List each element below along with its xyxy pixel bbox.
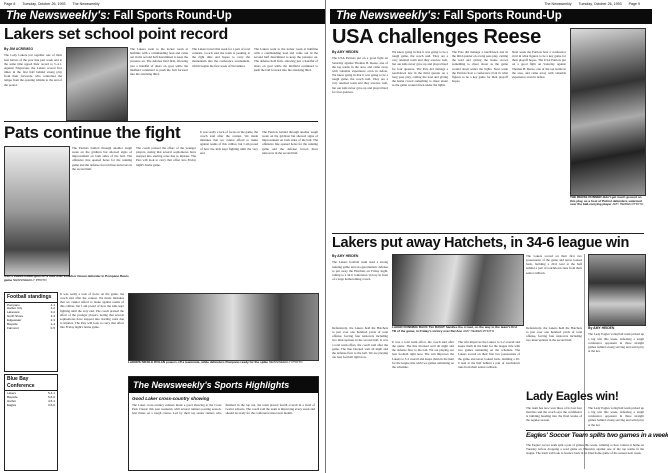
banner-prefix: The Newsweekly's: <box>6 10 111 22</box>
volleyball-photo <box>128 293 319 361</box>
lakers-col-3 <box>192 47 250 119</box>
story-text: We knew going in that it was going to be a tough game, the coach said. They are a very talented team and they execute well, but our kids never gave up and played hard for four quarters. <box>332 73 388 94</box>
standings-table <box>5 391 57 409</box>
story-text: It was really a lack of focus on the game, the coach said after the contest. We made mistakes that we cannot afford to make against teams of this caliber, but I am proud of how the kids kept fighting until the very end. <box>60 292 124 313</box>
page-number: Page 8 <box>4 2 16 6</box>
team-name: Lakeview <box>7 310 20 315</box>
story-text: The Patriots battled through another tough week on the gridiron but showed signs of improvement on both sides of the ball. The offensive line opened holes for the running game and the defense forced three turnovers in the second half. <box>262 130 318 155</box>
team-record: 4-5-1 <box>47 398 55 403</box>
usa-col-4 <box>512 50 566 230</box>
lakers-photo <box>66 47 128 121</box>
team-name: Bayside <box>7 394 18 399</box>
team-record: 4-2 <box>50 306 55 311</box>
story-text: The USA Patriots put on a good fight on Saturday against Thomas B. Reese, one of the top teams in the area, and came away with valuable experience even in defeat. <box>512 58 566 79</box>
usa-col-2 <box>392 50 448 230</box>
box-title: Blue Bay Conference <box>5 375 57 391</box>
banner-title: Fall Sports Round-Up <box>443 10 562 22</box>
divider <box>526 430 644 431</box>
usa-photo-caption <box>570 196 644 230</box>
story-text: The Eagles' soccer team split a pair of games this week, winning a close contest at home on Tuesday before dropping a road game on Thursday against one of the top teams in the league. The team will look to bounce back in its final home game of the season next week. <box>526 443 644 456</box>
hatchets-col-1 <box>332 254 388 324</box>
team-name: Harbor City <box>7 306 23 311</box>
page-number: Page 9 <box>628 2 640 6</box>
story-text: The Lakers went to the locker room at halftime with a commanding lead and came out in the second half determined to keep the pressure on. The defense held firm, allowing just a handful of shots on goal while the midfield continued to push the ball forward into the attacking third. <box>254 47 318 72</box>
byline: By AMY HEIDEN <box>332 254 359 258</box>
pats-photo <box>4 146 70 276</box>
conference-standings-box <box>4 374 58 471</box>
pats-col-4 <box>262 130 318 289</box>
usa-photo <box>570 28 646 196</box>
story-text: The Lakers scored on their first two possessions of the game and never looked back, building a 20-0 lead at the half behind a pair of touchdown runs from their senior tailback. <box>458 348 520 369</box>
story-text: The team has now won three of its last four matches and the coach says the confidence is building heading into the final weeks of the regular season. <box>526 406 582 423</box>
team-name: Eagles <box>7 402 17 407</box>
story-text: The Laker cross-country runners made a good showing at the Coast Park Classic this past weekend, with several runners posting season-best times on a tough course. Led by their top senior runner, who finished in the top ten, the team placed fourth overall in a field of twelve schools. The coach said the team is improving every week and should be ready for the conference meet next month. <box>132 402 315 416</box>
highlights-prefix: The Newsweekly's <box>133 380 212 390</box>
story-text: The Pats did manage a touchdown late in the third quarter on a long pass play, cutting the lead and giving the home crowd something to cheer about as the game wound down under the lights. <box>452 50 509 71</box>
team-name: North Shore <box>7 314 24 319</box>
pats-col-2 <box>136 146 196 289</box>
right-page <box>325 0 668 473</box>
lakers-col-2 <box>130 47 188 119</box>
caption-text: THE REESE RUNNER didn't get much ground on this play, as a host of Patriot defenders swarmed over the ball-carrying player <box>570 195 642 207</box>
paper-name: The Newsweekly <box>72 2 100 6</box>
team-name: Harbor <box>7 398 17 403</box>
hatchets-col-2 <box>526 254 582 324</box>
left-folio <box>4 2 106 9</box>
photo-credit: NEWSWEEKLY PHOTO <box>268 360 303 364</box>
eagles-col-2 <box>526 406 582 428</box>
hatchets-col-6 <box>526 326 582 386</box>
story-text: The Lakers travel this week for a pair of road contests. Coach said the team is peaking at the right time and hopes to carry the momentum into the conference tournament, which begins the first week of November. <box>192 47 250 68</box>
banner-prefix: The Newsweekly's: <box>336 10 441 22</box>
story-text: We knew going in that it was going to be a tough game, the coach said. They are a very talented team and they execute well, but our kids never gave up and played hard for four quarters. <box>392 50 448 71</box>
story-text: It was a total team effort, the coach said after the game. The line blocked well all night and the defense flew to the ball. We are playing our best football right now. <box>392 340 454 357</box>
team-record: 4-1 <box>50 302 55 307</box>
story-text: The Lady Eagles volleyball team picked up a big win this week, defeating a tough conference opponent in three straight games behind strong serving and solid play at the net. <box>588 332 644 354</box>
caption-text: USA's CHRIS DODD gets off a shot over a Harbor Ocean defender in Pompano Bears game <box>4 274 129 282</box>
story-text: The Pats did manage a touchdown late in the third quarter on a long pass play, cutting the lead and giving the home crowd something to cheer about as the game wound down under the lights. <box>392 66 448 88</box>
soccer-headline: Eagles' Soccer Team splits two games in a week <box>526 432 668 439</box>
eagles-photo <box>588 254 646 326</box>
section-banner <box>0 9 325 24</box>
section-banner <box>330 9 652 24</box>
story-text: The Patriots battled through another tough week on the gridiron but showed signs of improvement on both sides of the ball. The offensive line opened holes for the running game and the defense forced three turnovers in the second half. <box>72 146 132 171</box>
soccer-text <box>526 443 644 469</box>
standings-row <box>7 327 55 331</box>
issue-date: Tuesday, October 26, 1993 <box>578 2 622 6</box>
story-text: It was really a lack of focus on the game, the coach said after the contest. We made mistakes that we cannot afford to make against teams of this caliber, but I am proud of how the kids kept fighting until the very end. <box>200 130 258 155</box>
hatchets-photo-caption <box>392 326 522 337</box>
team-record: 0-5 <box>50 325 55 330</box>
team-name: Bayside <box>7 321 18 326</box>
divider <box>332 233 644 234</box>
story-text: The win improves the Lakers to 5-2 overall and keeps them in the hunt for the league title with two games remaining on the schedule. <box>458 340 520 353</box>
photo-credit: NEWSWEEKLY PHOTO <box>12 277 47 282</box>
paper-name: The Newsweekly <box>544 2 572 6</box>
issue-date: Tuesday, October 26, 1993 <box>22 2 66 6</box>
pats-photo-caption <box>4 275 132 289</box>
story-text: It was a total team effort, the coach said after the game. The line blocked well all night and the defense flew to the ball. We are playing our best football right now. <box>332 338 388 360</box>
byline: By AMY HEIDEN <box>332 50 359 54</box>
story-text: The Lakers scored on their first two possessions of the game and never looked back, building a 20-0 lead at the half behind a pair of touchdown runs from their senior tailback. <box>526 254 582 275</box>
story-text: Defensively, the Lakers held the Hatchets to just over one hundred yards of total offense, forcing four turnovers including two interceptions in the second half. <box>332 326 388 343</box>
team-name: Lakers <box>7 391 17 395</box>
hatchets-photo <box>392 254 524 326</box>
eagles-col-1 <box>588 326 644 386</box>
story-text: The win improves the Lakers to 5-2 overall and keeps them in the hunt for the league title with two games remaining on the schedule. <box>392 352 455 369</box>
caption-text: LAKERS NICOLE ROLAN powers off a teammate, while defenders Pompano ready for the spike <box>128 360 268 364</box>
caption-text: LAKER RUNNING BACK Tim RAVAT handles the crowd, on the way to the team's first TD of the game, in Friday's victory over Del Ano <box>392 325 518 333</box>
team-record: 1-4 <box>50 321 55 326</box>
pats-continued-col <box>60 292 124 469</box>
hatchets-col-5 <box>458 340 520 469</box>
story-text: Defensively, the Lakers held the Hatchets to just over one hundred yards of total offense, forcing four turnovers including two interceptions in the second half. <box>526 326 582 343</box>
story-text: The Lady Eagles volleyball team picked up a big win this week, defeating a tough conference opponent in three straight games behind strong serving and solid play at the net. <box>588 406 644 427</box>
highlights-header <box>129 377 318 393</box>
photo-credit: AMY HEIDEN PHOTO <box>612 202 644 207</box>
pats-headline: Pats continue the fight <box>4 123 181 142</box>
story-text: The Lady Lakers put together one of their best halves of the year this past week and at the same time upped their record to 5-4-1. Against Edgewater, the Lakers scored five times in the first half behind strong play from their forwards, who controlled the tempo from the opening whistle to the end of the period. <box>4 53 62 87</box>
usa-col-3 <box>452 50 508 230</box>
lakers-col-1 <box>4 47 62 119</box>
team-record: 3-6-0 <box>47 402 55 407</box>
story-text: The coach praised the effort of the younger players, noting that several sophomores have stepped into starting roles due to injuries. The Pats will look to carry that effort into Friday night's home game. <box>60 308 124 330</box>
team-name: Fairmont <box>7 325 19 330</box>
football-standings-box <box>4 292 58 372</box>
story-text: Next week the Patriots host a conference rival in what figures to be a key game for their playoff hopes. <box>452 66 509 84</box>
photo-credit: AMY HEIDEN PHOTO <box>463 328 495 333</box>
usa-col-1 <box>332 50 388 230</box>
team-record: 3-3 <box>50 314 55 319</box>
team-record: 5-4-1 <box>47 391 55 395</box>
story-text: The USA Patriots put on a good fight on Saturday against Thomas B. Reese, one of the top teams in the area, and came away with valuable experience even in defeat. <box>332 56 388 73</box>
lakers-headline: Lakers set school point record <box>4 26 228 43</box>
hatchets-col-3 <box>332 326 388 469</box>
team-record: 2-3 <box>50 318 55 323</box>
hatchets-headline: Lakers put away Hatchets, in 34-6 league win <box>332 235 630 251</box>
eagles-col-3 <box>588 406 644 428</box>
divider <box>4 121 318 122</box>
standings-table <box>5 303 57 332</box>
highlights-subhead: Good Laker cross-country showing <box>132 396 210 401</box>
right-folio <box>544 2 646 9</box>
team-name: Pompano <box>7 302 20 307</box>
sports-highlights-box <box>128 376 319 471</box>
eagles-headline: Lady Eagles win! <box>526 389 619 403</box>
highlights-title: Sports Highlights <box>214 380 290 390</box>
byline: By JIM ACREMSO <box>4 47 34 51</box>
team-record: 3-2 <box>50 310 55 315</box>
banner-title: Fall Sports Round-Up <box>113 10 232 22</box>
team-name: Edgewater <box>7 318 22 323</box>
left-page <box>0 0 325 473</box>
team-record: 5-5-0 <box>47 394 55 399</box>
hatchets-col-4 <box>392 340 454 469</box>
box-title: Football standings <box>5 293 57 303</box>
pats-col-3 <box>200 130 258 289</box>
story-text: Next week the Patriots host a conference rival in what figures to be a key game for their playoff hopes. <box>512 50 566 63</box>
highlights-text <box>132 403 315 465</box>
story-text: The coach praised the effort of the younger players, noting that several sophomores have stepped into starting roles due to injuries. The Pats will look to carry that effort into Friday night's home game. <box>136 146 196 167</box>
byline: By AMY HEIDEN <box>588 326 615 330</box>
lakers-col-4 <box>254 47 318 119</box>
volleyball-caption <box>128 361 317 373</box>
story-text: The Lakers went to the locker room at halftime with a commanding lead and came out in the second half determined to keep the pressure on. The defense held firm, allowing just a handful of shots on goal while the midfield continued to push the ball forward into the attacking third. <box>130 47 188 76</box>
story-text: The Lakers football team used a strong running game and an opportunistic defense to put away the Hatchets on Friday night, rolling to a 34-6 conference victory in front of a large homecoming crowd. <box>332 260 388 282</box>
usa-headline: USA challenges Reese <box>332 26 541 48</box>
pats-col-1 <box>72 146 132 274</box>
standings-row <box>7 404 55 408</box>
